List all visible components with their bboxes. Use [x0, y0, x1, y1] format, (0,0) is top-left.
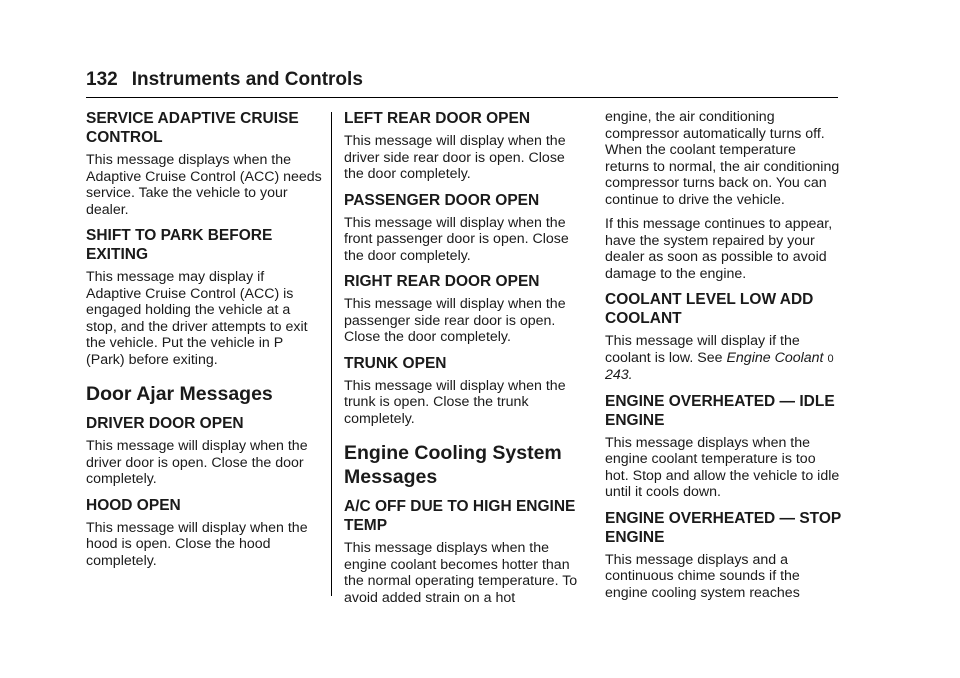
column-1 — [86, 109, 322, 577]
text-left-rear-door-open: This message will display when the driver side rear door is open. Close the door completely. — [344, 133, 566, 182]
column-2 — [344, 109, 580, 614]
xref-engine-coolant[interactable]: Engine Coolant — [726, 349, 824, 366]
text-right-rear-door-open: This message will display when the passenger side rear door is open. Close the door completely. — [344, 296, 566, 345]
heading-shift-to-park: SHIFT TO PARK BEFORE EXITING — [86, 227, 273, 263]
coolant-text: This message will display if the coolant is low. See — [605, 333, 800, 366]
text-passenger-door-open: This message will display when the front passenger door is open. Close the door completely. — [344, 214, 569, 264]
text-hood-open: This message will display when the hood is open. Close the hood completely. — [86, 519, 308, 569]
heading-trunk-open: TRUNK OPEN — [344, 354, 447, 372]
text-service-adaptive-cruise: This message displays when the Adaptive Cruise Control (ACC) needs service. Take the vehicle to your dealer. — [86, 152, 322, 218]
heading-service-adaptive-cruise: SERVICE ADAPTIVE CRUISE CONTROL — [86, 110, 299, 146]
text-message-persists: If this message continues to appear, have the system repaired by your dealer as soon as possible to avoid damage to the engine. — [605, 216, 833, 282]
heading-engine-overheated-idle: ENGINE OVERHEATED — IDLE ENGINE — [605, 392, 835, 429]
text-engine-overheated-stop: This message displays and a continuous chime sounds if the engine cooling system reaches — [605, 551, 800, 601]
text-ac-off-continued: engine, the air conditioning compressor automatically turns off. When the coolant temperature returns to normal, the air conditioning compressor turns back on. You can continue to drive the vehicle. — [605, 109, 840, 208]
xref-page-number[interactable]: 243 — [605, 367, 629, 383]
text-engine-overheated-idle: This message displays when the engine coolant temperature is too hot. Stop and allow the vehicle to idle until it cools down. — [605, 434, 840, 500]
text-trunk-open: This message will display when the trunk is open. Close the trunk completely. — [344, 377, 566, 427]
page-number: 132 — [86, 69, 118, 90]
heading-hood-open: HOOD OPEN — [86, 496, 181, 514]
heading-engine-overheated-stop: ENGINE OVERHEATED — STOP ENGINE — [605, 509, 841, 546]
heading-passenger-door-open: PASSENGER DOOR OPEN — [344, 191, 540, 209]
heading-door-ajar-messages: Door Ajar Messages — [86, 383, 273, 405]
column-3 — [605, 109, 841, 609]
header-rule — [86, 97, 838, 98]
heading-left-rear-door-open: LEFT REAR DOOR OPEN — [344, 110, 531, 127]
heading-right-rear-door-open: RIGHT REAR DOOR OPEN — [344, 273, 540, 290]
text-shift-to-park: This message may display if Adaptive Cruise Control (ACC) is engaged holding the vehicle at a stop, and the driver attempts to exit the vehicle. Put the vehicle in P (Park) before exiting. — [86, 269, 308, 368]
section-title: Instruments and Controls — [131, 69, 363, 90]
page-reference-icon: 0 — [827, 352, 834, 365]
heading-driver-door-open: DRIVER DOOR OPEN — [86, 415, 244, 432]
heading-ac-off-high-temp: A/C OFF DUE TO HIGH ENGINE TEMP — [344, 498, 576, 534]
column-divider — [331, 112, 332, 596]
text-ac-off-high-temp: This message displays when the engine coolant becomes hotter than the normal operating temperature. To avoid added strain on a hot — [344, 540, 578, 606]
heading-engine-cooling-messages: Engine Cooling System Messages — [344, 442, 562, 488]
text-driver-door-open: This message will display when the driver door is open. Close the door completely. — [86, 438, 308, 487]
page-header — [86, 68, 838, 92]
text-coolant-level-low: This message will display if the coolant is low. See Engine Coolant 0 243. — [605, 333, 834, 383]
heading-coolant-level-low: COOLANT LEVEL LOW ADD COOLANT — [605, 291, 814, 327]
